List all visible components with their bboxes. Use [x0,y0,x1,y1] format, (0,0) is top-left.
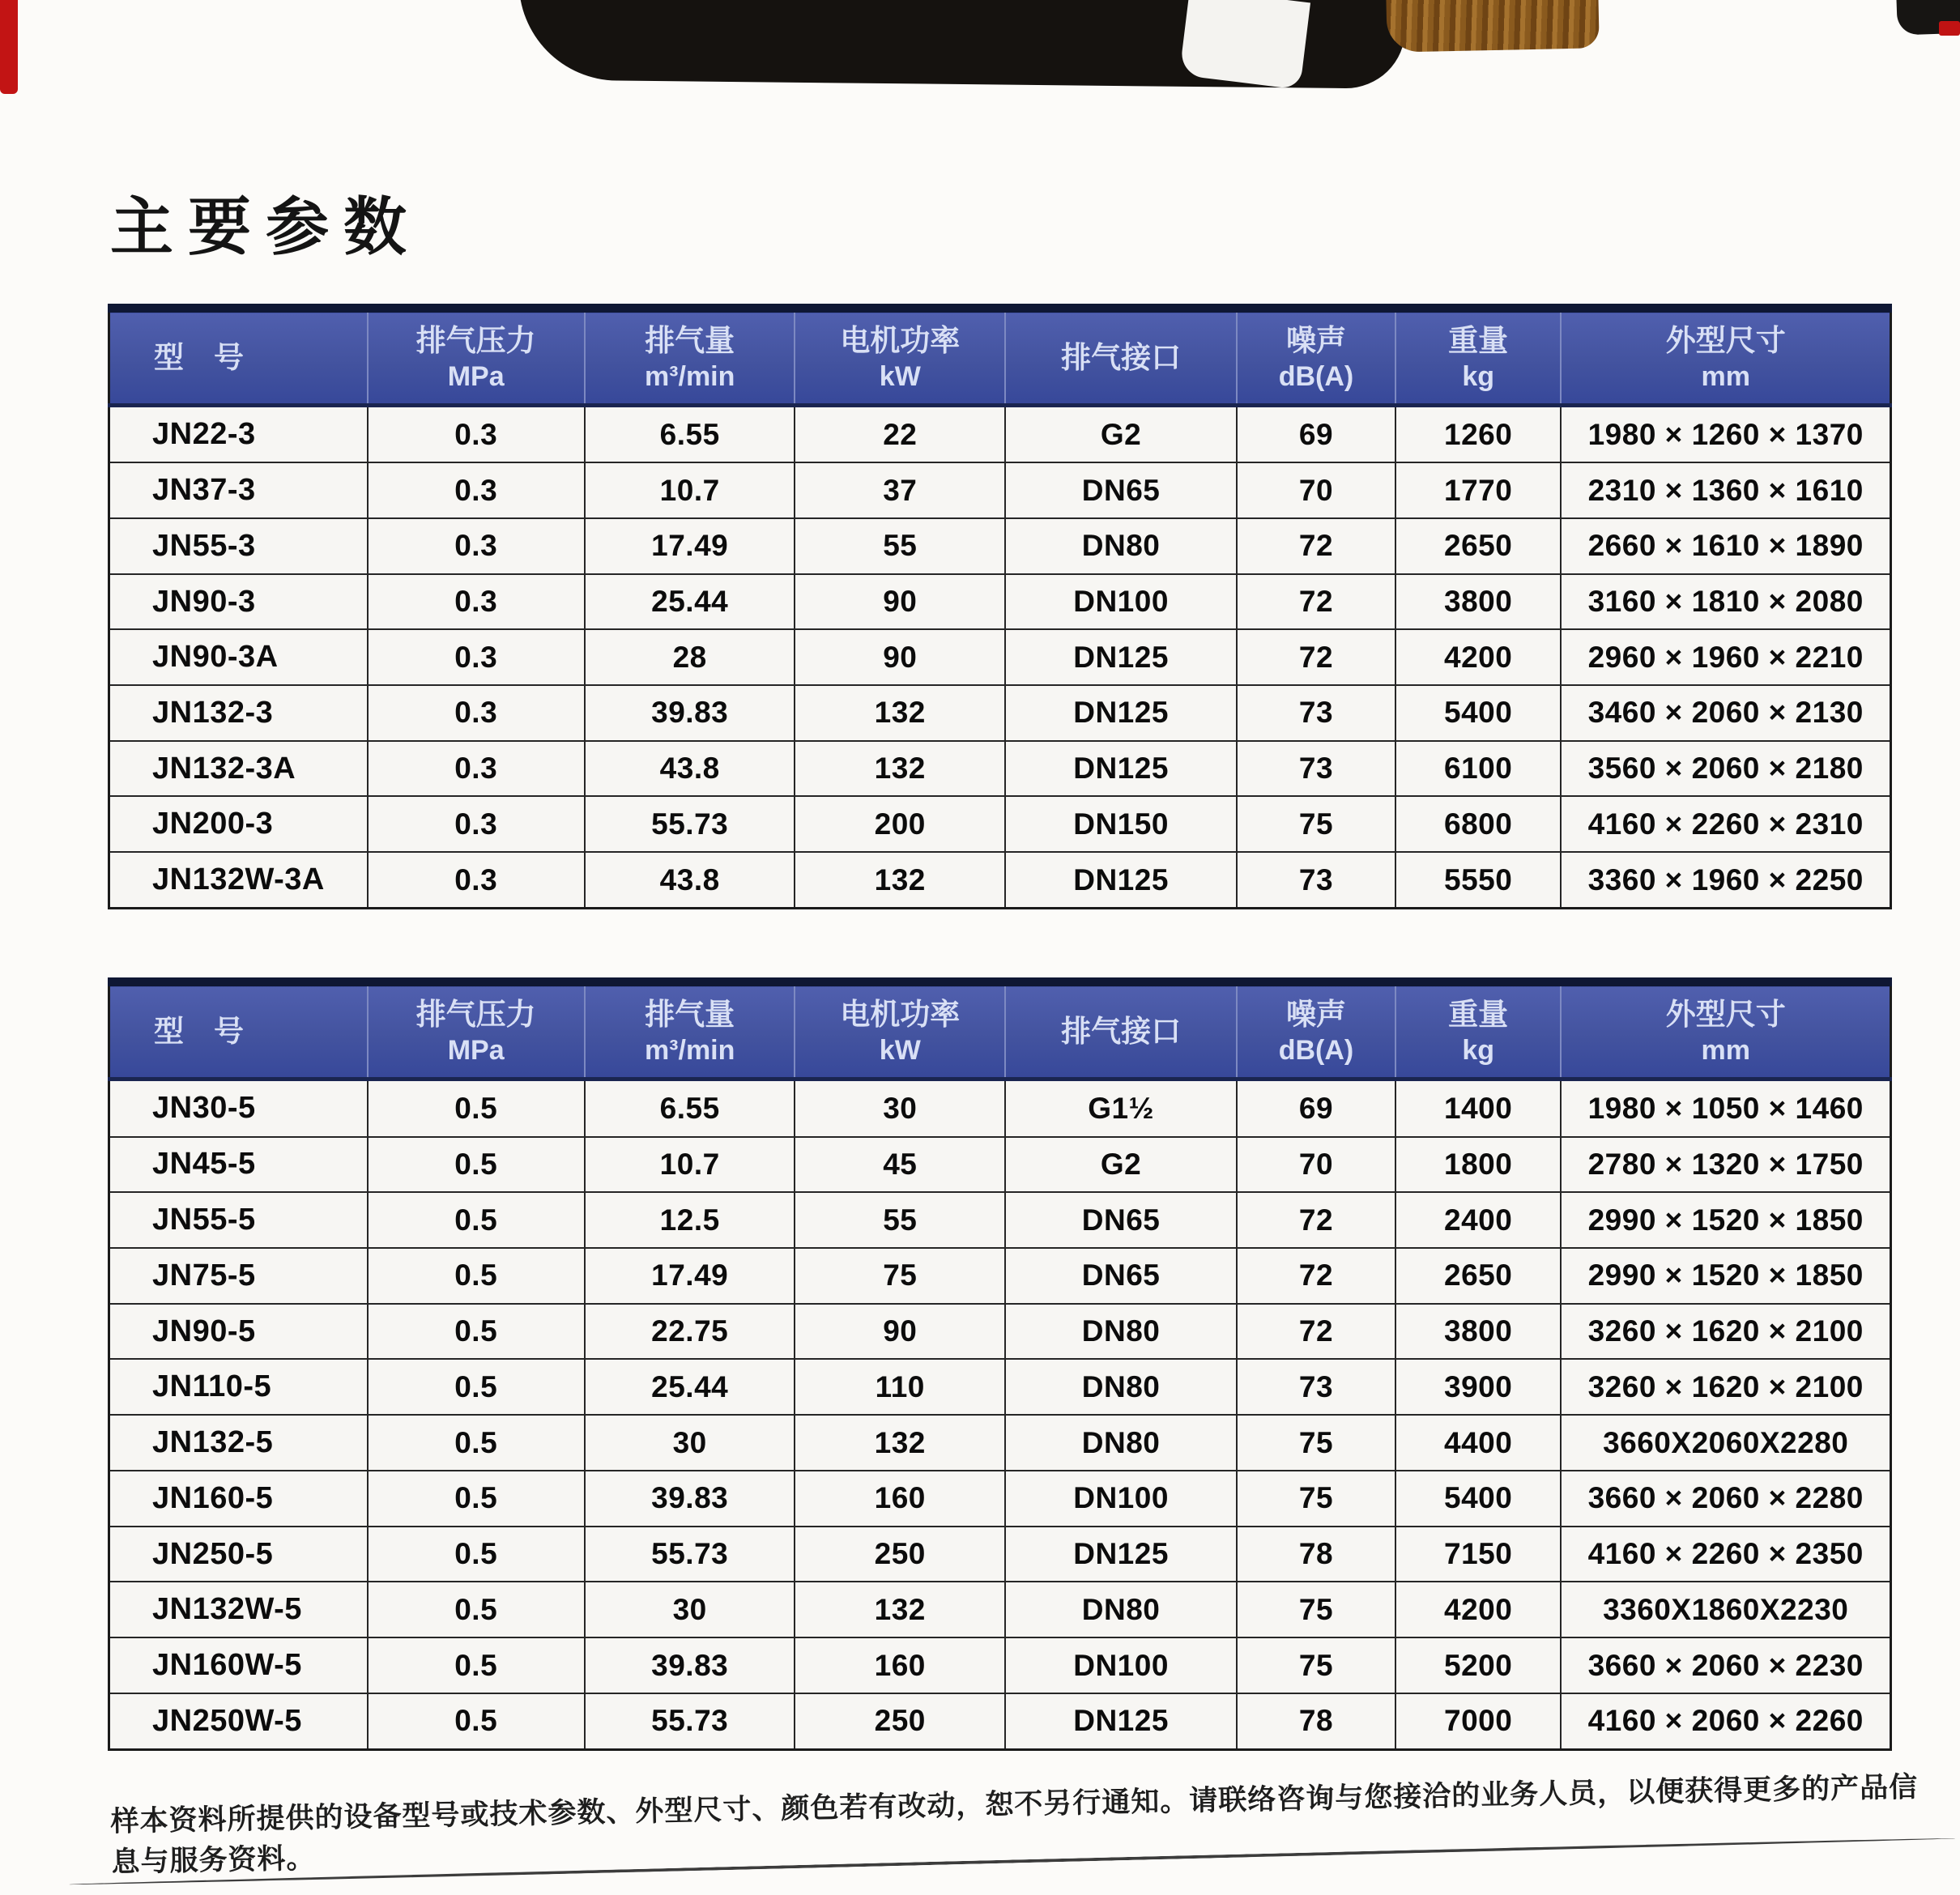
value-cell: 3660 × 2060 × 2280 [1561,1471,1890,1527]
value-cell: 3560 × 2060 × 2180 [1561,741,1890,797]
model-cell: JN55-3 [109,518,368,574]
value-cell: 25.44 [585,1359,795,1415]
value-cell: 110 [795,1359,1005,1415]
model-cell: JN160-5 [109,1471,368,1527]
value-cell: 72 [1237,1304,1395,1360]
value-cell: 39.83 [585,685,795,741]
photo-red-strip [0,0,18,94]
value-cell: 3160 × 1810 × 2080 [1561,574,1890,630]
table-row [109,1359,1891,1415]
model-cell: JN37-3 [109,462,368,518]
value-cell: 17.49 [585,518,795,574]
value-cell: 55.73 [585,1527,795,1582]
value-cell: DN125 [1005,741,1237,797]
value-cell: 43.8 [585,741,795,797]
value-cell: 90 [795,629,1005,685]
value-cell: DN80 [1005,1359,1237,1415]
value-cell: 160 [795,1637,1005,1693]
column-header: 排气压力 MPa [368,309,585,406]
table-row [109,852,1891,908]
value-cell: DN80 [1005,518,1237,574]
value-cell: 0.5 [368,1359,585,1415]
model-cell: JN90-5 [109,1304,368,1360]
value-cell: 0.5 [368,1192,585,1248]
value-cell: DN100 [1005,1471,1237,1527]
value-cell: 2780 × 1320 × 1750 [1561,1137,1890,1193]
column-header: 电机功率 kW [795,982,1005,1080]
value-cell: 0.5 [368,1527,585,1582]
value-cell: 72 [1237,518,1395,574]
value-cell: 90 [795,1304,1005,1360]
page-title: 主要参数 [110,191,422,262]
value-cell: 39.83 [585,1471,795,1527]
model-cell: JN132-3 [109,685,368,741]
column-header: 重量 kg [1395,309,1562,406]
value-cell: 7150 [1395,1527,1562,1582]
value-cell: DN150 [1005,796,1237,852]
value-cell: 22 [795,406,1005,463]
value-cell: DN65 [1005,462,1237,518]
value-cell: 30 [585,1415,795,1471]
value-cell: 75 [1237,1637,1395,1693]
model-cell: JN160W-5 [109,1637,368,1693]
value-cell: 3260 × 1620 × 2100 [1561,1359,1890,1415]
model-cell: JN30-5 [109,1080,368,1137]
model-cell: JN55-5 [109,1192,368,1248]
column-header: 排气量 m³/min [585,309,795,406]
value-cell: 73 [1237,685,1395,741]
value-cell: 0.5 [368,1137,585,1193]
value-cell: 10.7 [585,462,795,518]
table-row [109,574,1891,630]
value-cell: 5400 [1395,1471,1562,1527]
value-cell: 0.3 [368,574,585,630]
model-cell: JN45-5 [109,1137,368,1193]
value-cell: 2990 × 1520 × 1850 [1561,1248,1890,1304]
value-cell: 55 [795,518,1005,574]
value-cell: 1260 [1395,406,1562,463]
value-cell: 75 [1237,1471,1395,1527]
value-cell: DN100 [1005,574,1237,630]
table-row [109,1304,1891,1360]
value-cell: 2310 × 1360 × 1610 [1561,462,1890,518]
value-cell: 0.3 [368,462,585,518]
value-cell: 73 [1237,1359,1395,1415]
spec-table [108,304,1892,909]
model-cell: JN90-3A [109,629,368,685]
table-row [109,685,1891,741]
value-cell: 4200 [1395,629,1562,685]
value-cell: 0.5 [368,1080,585,1137]
table-row [109,406,1891,463]
value-cell: 22.75 [585,1304,795,1360]
value-cell: 69 [1237,406,1395,463]
value-cell: 132 [795,741,1005,797]
value-cell: 78 [1237,1527,1395,1582]
value-cell: G2 [1005,406,1237,463]
header-row [109,309,1891,406]
value-cell: 4160 × 2260 × 2310 [1561,796,1890,852]
value-cell: 0.3 [368,685,585,741]
model-cell: JN132-5 [109,1415,368,1471]
value-cell: DN80 [1005,1582,1237,1637]
value-cell: G2 [1005,1137,1237,1193]
value-cell: 45 [795,1137,1005,1193]
value-cell: 5400 [1395,685,1562,741]
value-cell: DN125 [1005,629,1237,685]
value-cell: 1980 × 1260 × 1370 [1561,406,1890,463]
value-cell: 3360X1860X2230 [1561,1582,1890,1637]
table-row [109,1137,1891,1193]
table-row [109,629,1891,685]
value-cell: 75 [1237,796,1395,852]
value-cell: 30 [585,1582,795,1637]
table-row [109,1248,1891,1304]
value-cell: 2660 × 1610 × 1890 [1561,518,1890,574]
value-cell: 132 [795,1415,1005,1471]
model-cell: JN132W-3A [109,852,368,908]
value-cell: 3800 [1395,574,1562,630]
photo-corner-red [1939,21,1960,36]
value-cell: 55 [795,1192,1005,1248]
value-cell: 132 [795,1582,1005,1637]
value-cell: 4160 × 2260 × 2350 [1561,1527,1890,1582]
value-cell: DN100 [1005,1637,1237,1693]
value-cell: 3800 [1395,1304,1562,1360]
value-cell: 3360 × 1960 × 2250 [1561,852,1890,908]
value-cell: 0.5 [368,1248,585,1304]
column-header: 噪声 dB(A) [1237,982,1395,1080]
model-cell: JN110-5 [109,1359,368,1415]
table-row [109,1527,1891,1582]
value-cell: 6.55 [585,406,795,463]
parameter-table-0-5mpa [108,977,1892,1751]
value-cell: 2400 [1395,1192,1562,1248]
value-cell: 0.5 [368,1693,585,1750]
table-row [109,796,1891,852]
photo-wood-texture [1386,0,1600,53]
value-cell: 25.44 [585,574,795,630]
value-cell: 10.7 [585,1137,795,1193]
column-header: 外型尺寸 mm [1561,309,1890,406]
table-row [109,1637,1891,1693]
column-header: 排气量 m³/min [585,982,795,1080]
value-cell: 0.3 [368,796,585,852]
value-cell: 72 [1237,1192,1395,1248]
value-cell: 3260 × 1620 × 2100 [1561,1304,1890,1360]
value-cell: 55.73 [585,1693,795,1750]
value-cell: 0.3 [368,629,585,685]
table-row [109,1415,1891,1471]
value-cell: 72 [1237,1248,1395,1304]
value-cell: 0.5 [368,1415,585,1471]
value-cell: 0.3 [368,406,585,463]
value-cell: 250 [795,1693,1005,1750]
value-cell: 250 [795,1527,1005,1582]
model-cell: JN250W-5 [109,1693,368,1750]
model-cell: JN132-3A [109,741,368,797]
value-cell: 30 [795,1080,1005,1137]
value-cell: 160 [795,1471,1005,1527]
column-header: 排气压力 MPa [368,982,585,1080]
value-cell: 1800 [1395,1137,1562,1193]
value-cell: 7000 [1395,1693,1562,1750]
table-row [109,518,1891,574]
table-row [109,1080,1891,1137]
value-cell: 132 [795,852,1005,908]
value-cell: 0.5 [368,1582,585,1637]
value-cell: 4160 × 2060 × 2260 [1561,1693,1890,1750]
model-cell: JN250-5 [109,1527,368,1582]
value-cell: 2990 × 1520 × 1850 [1561,1192,1890,1248]
table-row [109,1582,1891,1637]
value-cell: DN65 [1005,1192,1237,1248]
value-cell: 70 [1237,1137,1395,1193]
value-cell: 5200 [1395,1637,1562,1693]
value-cell: 3460 × 2060 × 2130 [1561,685,1890,741]
parameter-table-0-3mpa [108,304,1892,909]
model-cell: JN132W-5 [109,1582,368,1637]
column-header: 电机功率 kW [795,309,1005,406]
table-row [109,1693,1891,1750]
value-cell: 69 [1237,1080,1395,1137]
value-cell: 73 [1237,741,1395,797]
column-header: 型 号 [109,309,368,406]
column-header: 噪声 dB(A) [1237,309,1395,406]
value-cell: 4400 [1395,1415,1562,1471]
spec-table [108,977,1892,1751]
value-cell: G1½ [1005,1080,1237,1137]
value-cell: 73 [1237,852,1395,908]
value-cell: DN125 [1005,1527,1237,1582]
model-cell: JN22-3 [109,406,368,463]
value-cell: 55.73 [585,796,795,852]
value-cell: 0.3 [368,852,585,908]
model-cell: JN200-3 [109,796,368,852]
value-cell: 75 [795,1248,1005,1304]
value-cell: 132 [795,685,1005,741]
column-header: 排气接口 [1005,309,1237,406]
value-cell: 28 [585,629,795,685]
column-header: 排气接口 [1005,982,1237,1080]
value-cell: 0.5 [368,1637,585,1693]
table-row [109,1471,1891,1527]
value-cell: 78 [1237,1693,1395,1750]
value-cell: 4200 [1395,1582,1562,1637]
value-cell: 37 [795,462,1005,518]
value-cell: DN80 [1005,1415,1237,1471]
value-cell: 3660X2060X2280 [1561,1415,1890,1471]
table-row [109,1192,1891,1248]
value-cell: 75 [1237,1415,1395,1471]
value-cell: 0.3 [368,741,585,797]
value-cell: 3900 [1395,1359,1562,1415]
photo-white-wedge [1179,0,1310,90]
value-cell: DN125 [1005,685,1237,741]
header-row [109,982,1891,1080]
table-row [109,462,1891,518]
value-cell: 39.83 [585,1637,795,1693]
column-header: 型 号 [109,982,368,1080]
value-cell: DN80 [1005,1304,1237,1360]
value-cell: DN125 [1005,1693,1237,1750]
value-cell: 17.49 [585,1248,795,1304]
value-cell: 72 [1237,574,1395,630]
value-cell: 72 [1237,629,1395,685]
column-header: 重量 kg [1395,982,1562,1080]
value-cell: 3660 × 2060 × 2230 [1561,1637,1890,1693]
value-cell: 90 [795,574,1005,630]
footer-note: 样本资料所提供的设备型号或技术参数、外型尺寸、颜色若有改动，恕不另行通知。请联络咨询与您接洽的业务人员，以便获得更多的产品信息与服务资料。 [110,1771,1919,1878]
value-cell: 12.5 [585,1192,795,1248]
value-cell: 6100 [1395,741,1562,797]
value-cell: DN125 [1005,852,1237,908]
value-cell: 0.5 [368,1304,585,1360]
value-cell: 2650 [1395,1248,1562,1304]
value-cell: 43.8 [585,852,795,908]
model-cell: JN90-3 [109,574,368,630]
table-row [109,741,1891,797]
value-cell: 5550 [1395,852,1562,908]
value-cell: 75 [1237,1582,1395,1637]
value-cell: DN65 [1005,1248,1237,1304]
value-cell: 70 [1237,462,1395,518]
value-cell: 6.55 [585,1080,795,1137]
value-cell: 1770 [1395,462,1562,518]
value-cell: 2960 × 1960 × 2210 [1561,629,1890,685]
value-cell: 0.5 [368,1471,585,1527]
value-cell: 6800 [1395,796,1562,852]
model-cell: JN75-5 [109,1248,368,1304]
value-cell: 2650 [1395,518,1562,574]
value-cell: 0.3 [368,518,585,574]
value-cell: 200 [795,796,1005,852]
value-cell: 1980 × 1050 × 1460 [1561,1080,1890,1137]
value-cell: 1400 [1395,1080,1562,1137]
column-header: 外型尺寸 mm [1561,982,1890,1080]
